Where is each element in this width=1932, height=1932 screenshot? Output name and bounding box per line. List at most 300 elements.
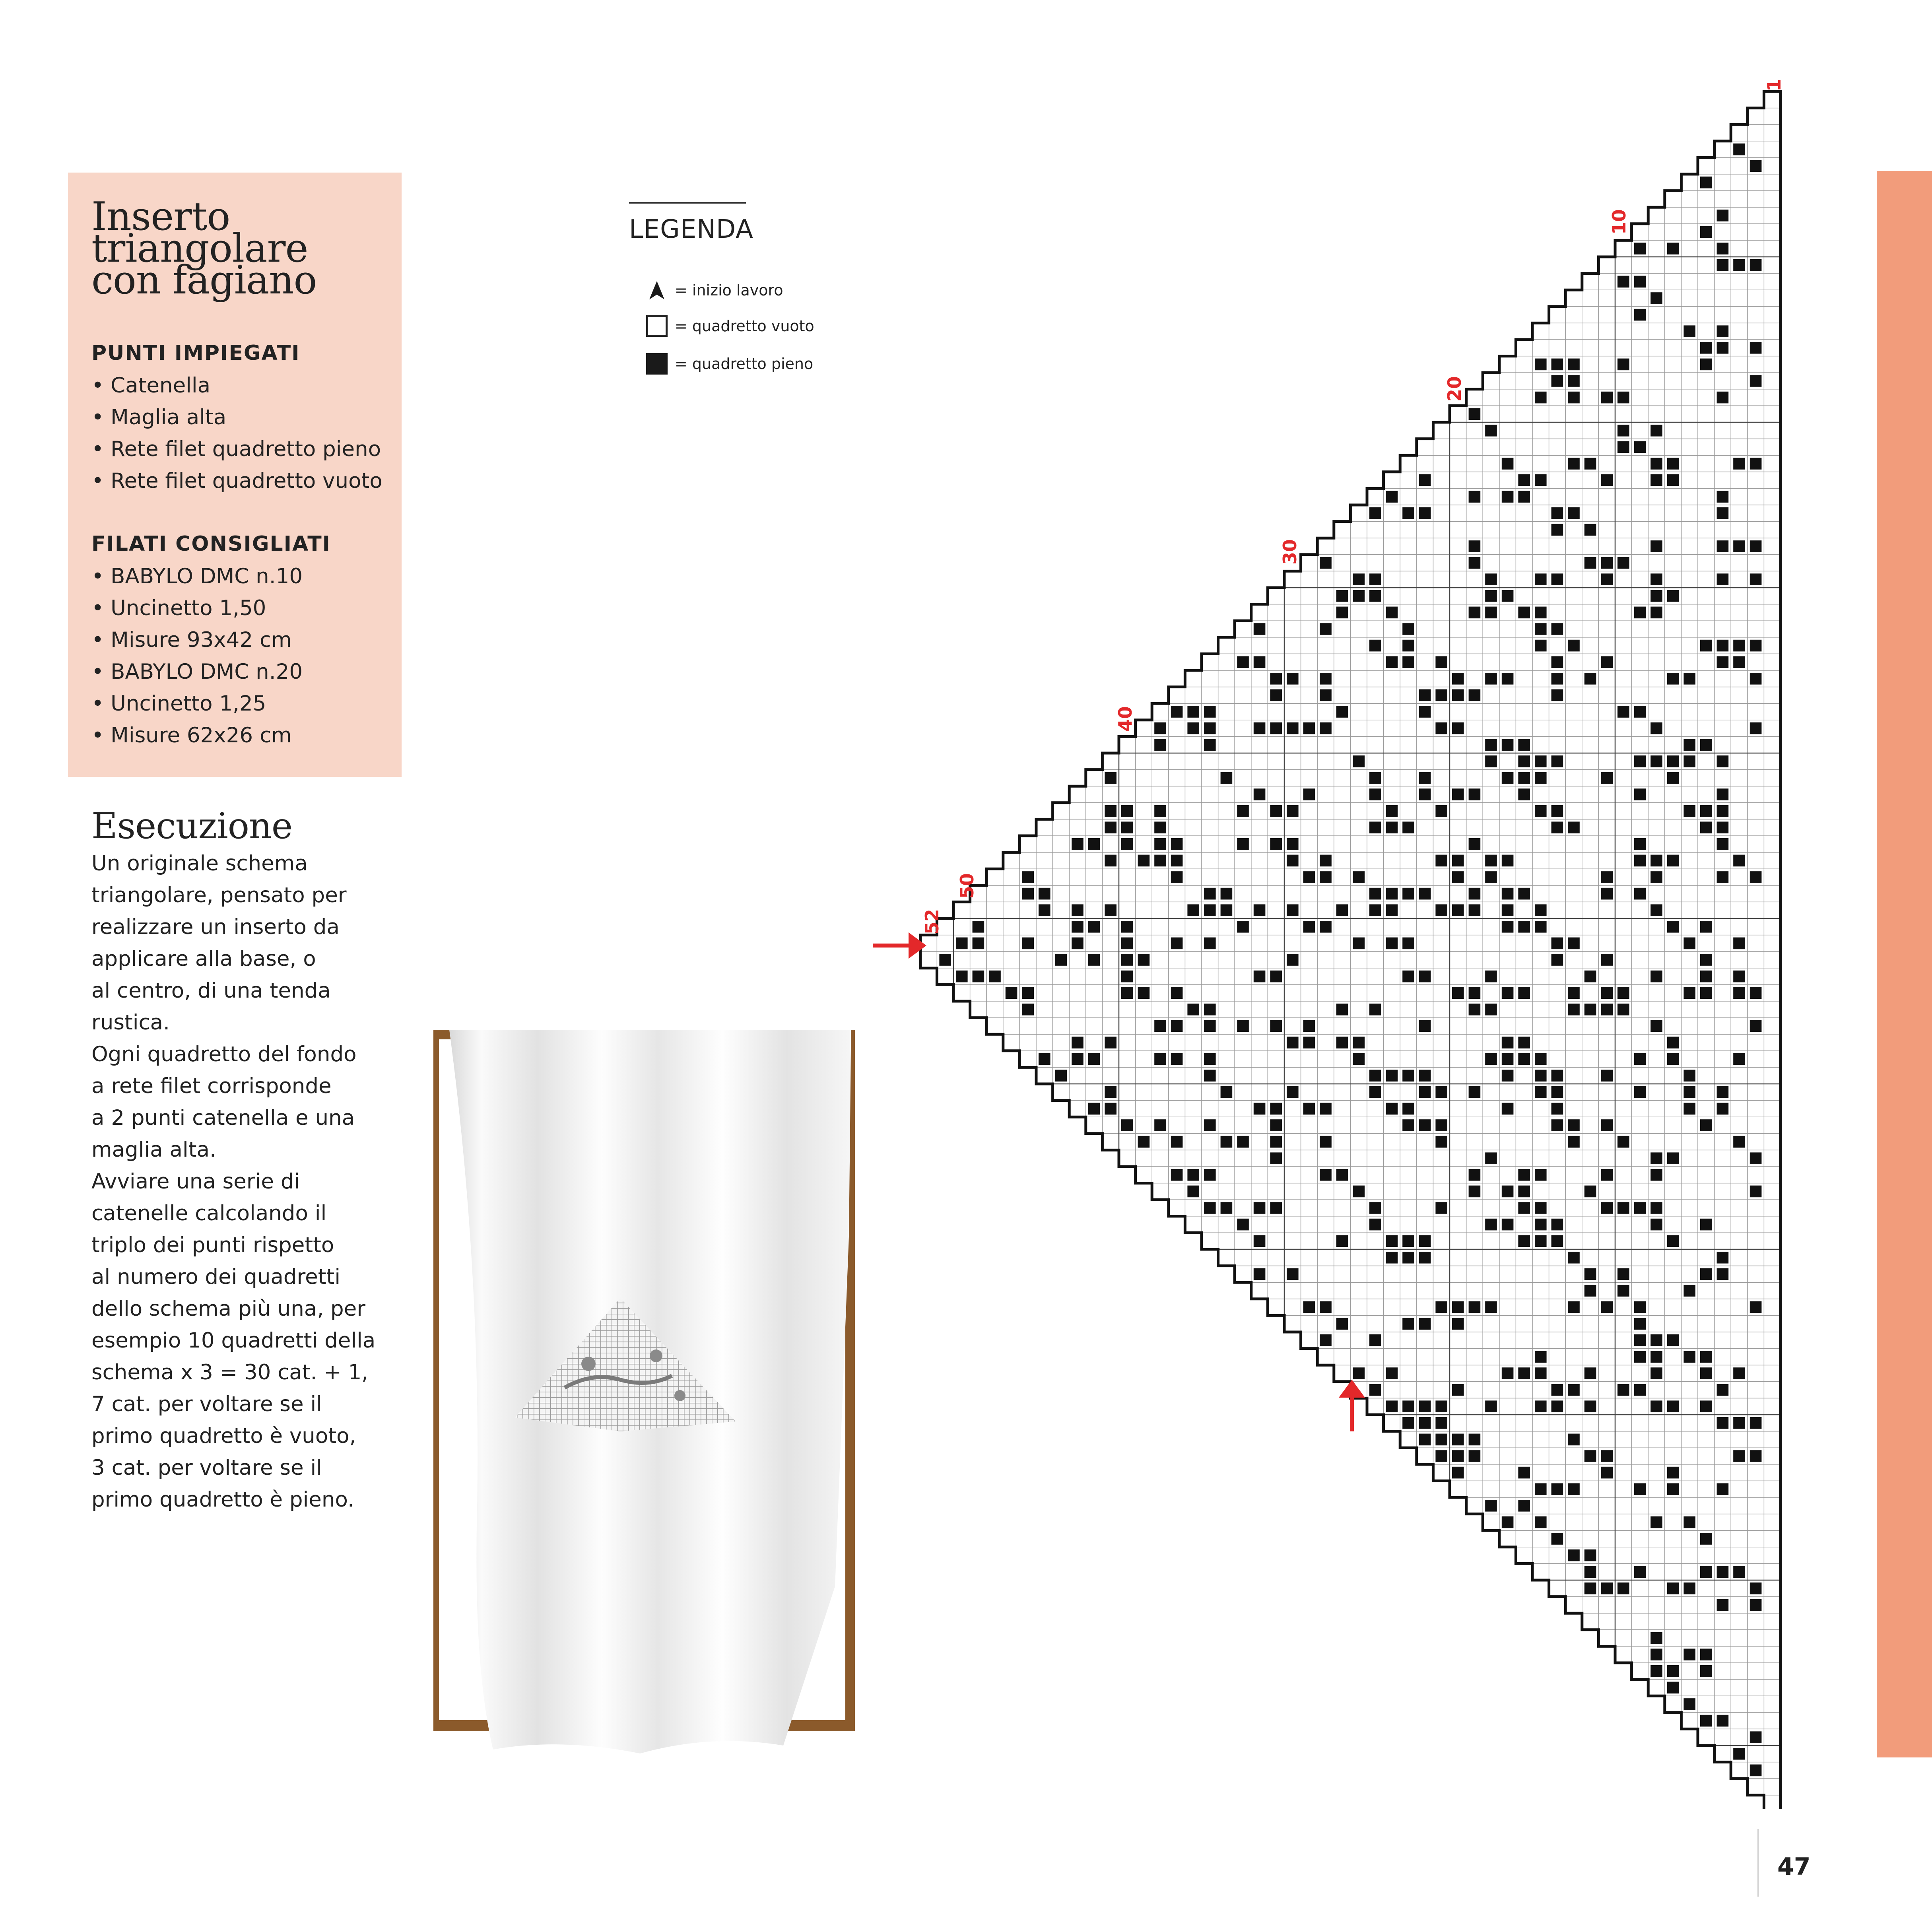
filled-square	[1336, 1235, 1348, 1247]
filled-square	[1683, 938, 1695, 949]
filled-square	[1502, 590, 1514, 602]
filled-square	[1535, 1202, 1547, 1214]
filled-square	[1287, 838, 1299, 850]
filled-square	[1750, 1152, 1762, 1164]
filled-square	[1419, 1070, 1431, 1082]
filled-square	[1683, 1649, 1695, 1660]
filled-square	[1535, 1483, 1547, 1495]
filled-square	[1700, 177, 1712, 188]
filled-square	[1419, 1119, 1431, 1131]
filled-square	[1419, 1020, 1431, 1032]
filled-square	[1485, 755, 1497, 767]
filled-square	[1700, 1219, 1712, 1231]
filled-square	[1254, 1103, 1266, 1115]
filled-square	[1667, 243, 1679, 254]
filled-square	[1485, 607, 1497, 619]
filled-square	[1435, 1434, 1447, 1446]
filled-square	[1187, 706, 1199, 718]
filled-square	[1683, 325, 1695, 337]
filled-square	[1700, 971, 1712, 983]
filled-square	[1469, 689, 1481, 701]
filled-square	[1717, 573, 1729, 585]
filled-square	[1535, 755, 1547, 767]
row-label-40: 40	[1115, 706, 1136, 732]
filled-square	[1287, 904, 1299, 916]
filled-square	[1750, 1599, 1762, 1611]
filled-square	[1254, 656, 1266, 668]
filled-square	[1254, 722, 1266, 734]
filled-square	[1551, 1533, 1563, 1545]
filled-square	[1667, 1235, 1679, 1247]
filled-square	[1287, 1037, 1299, 1049]
filled-square	[1551, 1086, 1563, 1098]
filled-square	[1700, 1367, 1712, 1379]
filled-square	[1535, 607, 1547, 619]
filled-square	[1750, 987, 1762, 999]
filled-square	[1353, 1037, 1365, 1049]
filled-square	[1551, 689, 1563, 701]
filled-square	[1204, 1119, 1216, 1131]
filled-square	[1369, 821, 1381, 833]
filled-square	[1320, 673, 1332, 685]
filled-square	[1634, 855, 1646, 867]
filled-square	[1402, 1252, 1414, 1264]
filled-square	[1336, 1004, 1348, 1016]
filled-square	[1518, 474, 1530, 486]
filled-square	[1733, 640, 1745, 652]
filled-square	[1121, 1119, 1133, 1131]
filled-square	[1303, 1037, 1315, 1049]
filled-square	[1568, 359, 1580, 371]
filled-square	[1121, 987, 1133, 999]
filled-square	[1584, 458, 1596, 470]
filled-square	[1369, 904, 1381, 916]
filled-square	[1171, 987, 1183, 999]
filled-square	[1452, 673, 1464, 685]
filled-square	[1469, 1301, 1481, 1313]
filled-square	[1386, 1367, 1398, 1379]
filled-square	[1601, 1169, 1613, 1181]
filled-square	[1369, 1384, 1381, 1396]
filled-square	[1072, 921, 1083, 933]
filled-square	[1287, 673, 1299, 685]
filled-square	[1402, 1070, 1414, 1082]
punti-list	[91, 370, 383, 497]
filled-square	[1287, 722, 1299, 734]
filled-square	[973, 971, 984, 983]
filled-square	[1303, 788, 1315, 800]
filled-square	[1667, 1682, 1679, 1694]
filled-square	[1617, 359, 1629, 371]
filled-square	[1584, 1004, 1596, 1016]
filled-square	[1336, 706, 1348, 718]
legend-divider	[629, 202, 746, 204]
filled-square	[1303, 722, 1315, 734]
filled-square	[1650, 1351, 1662, 1363]
filled-square	[1700, 1119, 1712, 1131]
filled-square	[1717, 392, 1729, 404]
filled-square	[1452, 722, 1464, 734]
filled-square	[1584, 1285, 1596, 1297]
filled-square	[1204, 1202, 1216, 1214]
filled-square	[1469, 1186, 1481, 1198]
filled-square	[1221, 1136, 1233, 1148]
filled-square	[1717, 1566, 1729, 1578]
filled-square	[1650, 855, 1662, 867]
filled-square	[1750, 375, 1762, 387]
filled-square	[1419, 1434, 1431, 1446]
filled-square	[1469, 408, 1481, 420]
filled-square	[1750, 342, 1762, 354]
filled-square	[1535, 1169, 1547, 1181]
filled-square	[1419, 1417, 1431, 1429]
filled-square	[1617, 1285, 1629, 1297]
filled-square	[1617, 441, 1629, 453]
filled-square	[1452, 689, 1464, 701]
filled-square	[1254, 971, 1266, 983]
filled-square	[1535, 921, 1547, 933]
filled-square	[1469, 607, 1481, 619]
list-item: • BABYLO DMC n.10	[91, 561, 303, 592]
filled-square	[1535, 1367, 1547, 1379]
filled-square	[1683, 1103, 1695, 1115]
filled-square	[1568, 1549, 1580, 1561]
filled-square	[1650, 871, 1662, 883]
filled-square	[1369, 1086, 1381, 1098]
filled-square	[1121, 954, 1133, 966]
filled-square	[1171, 1136, 1183, 1148]
filled-square	[1452, 1450, 1464, 1462]
filled-square	[1502, 1516, 1514, 1528]
filled-square	[1518, 1037, 1530, 1049]
filled-square	[1700, 1400, 1712, 1412]
filled-square	[1601, 474, 1613, 486]
filled-square	[1733, 855, 1745, 867]
filled-square	[1568, 1301, 1580, 1313]
filled-square	[1634, 1334, 1646, 1346]
filled-square	[1733, 458, 1745, 470]
esecuzione-title: Esecuzione	[91, 805, 293, 847]
filled-square	[1502, 491, 1514, 503]
filled-square	[1650, 722, 1662, 734]
filled-square	[1551, 673, 1563, 685]
filled-square	[1551, 656, 1563, 668]
filled-square	[1750, 1417, 1762, 1429]
filled-square	[1750, 1020, 1762, 1032]
filled-square	[1204, 1070, 1216, 1082]
filled-square	[1452, 855, 1464, 867]
filled-square	[1237, 656, 1249, 668]
filled-square	[1402, 938, 1414, 949]
filled-square	[1750, 160, 1762, 172]
filled-square	[1502, 458, 1514, 470]
filled-square	[1650, 1020, 1662, 1032]
filled-square	[1568, 1119, 1580, 1131]
filled-square	[1419, 1318, 1431, 1330]
filled-square	[1320, 921, 1332, 933]
filled-square	[1336, 590, 1348, 602]
filled-square	[1717, 1268, 1729, 1280]
filled-square	[1717, 243, 1729, 254]
filled-square	[1419, 772, 1431, 784]
filled-square	[1204, 938, 1216, 949]
filled-square	[1386, 938, 1398, 949]
filled-square	[1469, 888, 1481, 900]
filled-square	[1601, 772, 1613, 784]
filled-square	[1221, 888, 1233, 900]
filled-square	[1502, 987, 1514, 999]
filled-square	[1386, 904, 1398, 916]
filled-square	[1270, 1202, 1282, 1214]
filled-square	[1502, 1186, 1514, 1198]
filled-square	[1750, 673, 1762, 685]
filet-chart	[867, 64, 1797, 1809]
filled-square	[1006, 987, 1017, 999]
filled-square	[1683, 1582, 1695, 1594]
filled-square	[973, 938, 984, 949]
filled-square	[1187, 1186, 1199, 1198]
filled-square	[1601, 871, 1613, 883]
filled-square	[1204, 1053, 1216, 1065]
filled-square	[1072, 838, 1083, 850]
filled-square	[1535, 474, 1547, 486]
filled-square	[1733, 656, 1745, 668]
filled-square	[1485, 739, 1497, 751]
filled-square	[1187, 722, 1199, 734]
filled-square	[1369, 507, 1381, 519]
filled-square	[1551, 375, 1563, 387]
punti-heading: PUNTI IMPIEGATI	[91, 341, 300, 365]
filled-square	[1717, 507, 1729, 519]
filled-square	[1204, 888, 1216, 900]
filled-square	[1535, 1053, 1547, 1065]
filled-square	[1535, 640, 1547, 652]
filled-square	[1667, 1152, 1679, 1164]
filled-square	[1138, 855, 1150, 867]
filled-square	[1121, 971, 1133, 983]
filled-square	[1617, 1202, 1629, 1214]
filled-square	[1187, 1004, 1199, 1016]
filled-square	[1700, 921, 1712, 933]
filled-square	[1187, 1169, 1199, 1181]
filled-square	[1717, 342, 1729, 354]
filled-square	[1551, 1483, 1563, 1495]
filled-square	[1171, 1020, 1183, 1032]
filled-square	[1601, 954, 1613, 966]
filled-square	[1320, 871, 1332, 883]
filled-square	[1502, 772, 1514, 784]
filled-square	[1717, 1103, 1729, 1115]
filled-square	[1518, 1186, 1530, 1198]
filled-square	[1634, 276, 1646, 288]
filled-square	[1221, 772, 1233, 784]
filled-square	[1452, 1384, 1464, 1396]
filled-square	[1022, 987, 1034, 999]
filled-square	[1154, 739, 1166, 751]
filled-square	[1138, 1136, 1150, 1148]
page-title: Inserto triangolare con fagiano	[91, 194, 317, 303]
filled-square	[1634, 1351, 1646, 1363]
filled-square	[1105, 904, 1116, 916]
filled-square	[1650, 1202, 1662, 1214]
filled-square	[1634, 706, 1646, 718]
filled-square	[1717, 1086, 1729, 1098]
filled-square	[1270, 1136, 1282, 1148]
filled-square	[1551, 1384, 1563, 1396]
filled-square	[1435, 722, 1447, 734]
filled-square	[1650, 425, 1662, 437]
filled-square	[1733, 144, 1745, 155]
filled-square	[1750, 1582, 1762, 1594]
filled-square	[1369, 640, 1381, 652]
filled-square	[1502, 904, 1514, 916]
filled-square	[1485, 673, 1497, 685]
filled-square	[1584, 1186, 1596, 1198]
filled-square	[1022, 888, 1034, 900]
filled-square	[1171, 706, 1183, 718]
start-arrow-icon	[873, 932, 926, 959]
filled-square	[1584, 1400, 1596, 1412]
filled-square	[1402, 1417, 1414, 1429]
filled-square	[1717, 755, 1729, 767]
esecuzione-body: Un originale schema triangolare, pensato per realizzare un inserto da applicare alla base, o al centro, di una tenda rustica. Ogni quadretto del fondo a rete filet corrisponde a 2 punti catenella e una maglia alta. Avviare una serie di catenelle calcolando il triplo dei punti rispetto al numero dei quadretti dello schema più una, per esempio 10 quadretti della schema x 3 = 30 cat. + 1, 7 cat. per voltare se il primo quadretto è vuoto, 3 cat. per voltare se il primo quadretto è pieno.	[91, 851, 376, 1512]
filled-square	[1105, 1037, 1116, 1049]
filled-square	[1419, 1400, 1431, 1412]
filled-square	[1667, 590, 1679, 602]
filled-square	[1584, 971, 1596, 983]
filled-square	[1700, 640, 1712, 652]
filled-square	[1568, 507, 1580, 519]
filled-square	[1270, 971, 1282, 983]
filled-square	[1154, 805, 1166, 817]
filled-square	[1667, 1334, 1679, 1346]
filled-square	[1584, 1549, 1596, 1561]
filled-square	[1650, 573, 1662, 585]
filled-square	[1667, 1665, 1679, 1677]
start-arrow-icon	[1339, 1380, 1365, 1431]
filled-square	[1270, 673, 1282, 685]
filled-square	[1750, 722, 1762, 734]
filled-square	[1485, 1219, 1497, 1231]
filled-square	[1634, 1301, 1646, 1313]
filled-square	[1601, 573, 1613, 585]
filled-square	[1502, 673, 1514, 685]
filled-square	[1535, 1351, 1547, 1363]
filled-square	[1055, 954, 1067, 966]
filled-square	[1650, 474, 1662, 486]
filled-square	[1700, 739, 1712, 751]
filled-square	[1683, 1086, 1695, 1098]
filled-square	[1667, 1483, 1679, 1495]
filled-square	[1320, 1103, 1332, 1115]
list-item: • Rete filet quadretto pieno	[91, 433, 383, 465]
filled-square	[1187, 904, 1199, 916]
filled-square	[1717, 871, 1729, 883]
filled-square	[1617, 425, 1629, 437]
filled-square	[1700, 1715, 1712, 1727]
filled-square	[1336, 1037, 1348, 1049]
filled-square	[1171, 855, 1183, 867]
filled-square	[1287, 1086, 1299, 1098]
filled-square	[1270, 1103, 1282, 1115]
filled-square	[1088, 1053, 1100, 1065]
filled-square	[1320, 855, 1332, 867]
filled-square	[1469, 987, 1481, 999]
legend-label: = quadretto vuoto	[675, 317, 814, 335]
filled-square	[1634, 1384, 1646, 1396]
filled-square	[1105, 821, 1116, 833]
filled-square	[1419, 1086, 1431, 1098]
filled-square	[1650, 1632, 1662, 1644]
filled-square	[1336, 1169, 1348, 1181]
filled-square	[1634, 1318, 1646, 1330]
filled-square	[1502, 921, 1514, 933]
filled-square	[1353, 1053, 1365, 1065]
filled-square	[1270, 1152, 1282, 1164]
filled-square	[1535, 1219, 1547, 1231]
filled-square	[1353, 590, 1365, 602]
filled-square	[1667, 772, 1679, 784]
filled-square	[1601, 1202, 1613, 1214]
filled-square	[1303, 921, 1315, 933]
filled-square	[1518, 888, 1530, 900]
filled-square	[1435, 1450, 1447, 1462]
filled-square	[1419, 689, 1431, 701]
filled-square	[1435, 1301, 1447, 1313]
filled-square	[1717, 1252, 1729, 1264]
filled-square	[1270, 1020, 1282, 1032]
filled-square	[1683, 1351, 1695, 1363]
filled-square	[1717, 1599, 1729, 1611]
filled-square	[1469, 557, 1481, 569]
filled-square	[1733, 1566, 1745, 1578]
filled-square	[1650, 607, 1662, 619]
filled-square	[1667, 855, 1679, 867]
legend-item-start	[646, 278, 783, 302]
filled-square	[1717, 540, 1729, 552]
filled-square	[1435, 805, 1447, 817]
filled-square	[1502, 1037, 1514, 1049]
filled-square	[1717, 1483, 1729, 1495]
filled-square	[1452, 871, 1464, 883]
filled-square	[1601, 1004, 1613, 1016]
filled-square	[1750, 1450, 1762, 1462]
filled-square	[1452, 904, 1464, 916]
filled-square	[1254, 1268, 1266, 1280]
filled-square	[1105, 772, 1116, 784]
filled-square	[1634, 1086, 1646, 1098]
filled-square	[1601, 1467, 1613, 1479]
filled-square	[1518, 987, 1530, 999]
list-item: • Catenella	[91, 370, 383, 402]
filled-square	[1700, 805, 1712, 817]
filled-square	[1088, 954, 1100, 966]
filled-square	[1551, 573, 1563, 585]
filled-square	[1303, 1301, 1315, 1313]
filled-square	[1353, 755, 1365, 767]
filled-square	[1039, 888, 1050, 900]
filled-square	[1667, 474, 1679, 486]
filled-square	[1634, 441, 1646, 453]
filled-square	[1204, 1169, 1216, 1181]
filled-square-icon	[646, 353, 668, 375]
filled-square	[1402, 623, 1414, 635]
filled-square	[1254, 1235, 1266, 1247]
filled-square	[1419, 507, 1431, 519]
filled-square	[1402, 1235, 1414, 1247]
chart-grid	[920, 91, 1781, 1809]
filled-square	[1419, 706, 1431, 718]
